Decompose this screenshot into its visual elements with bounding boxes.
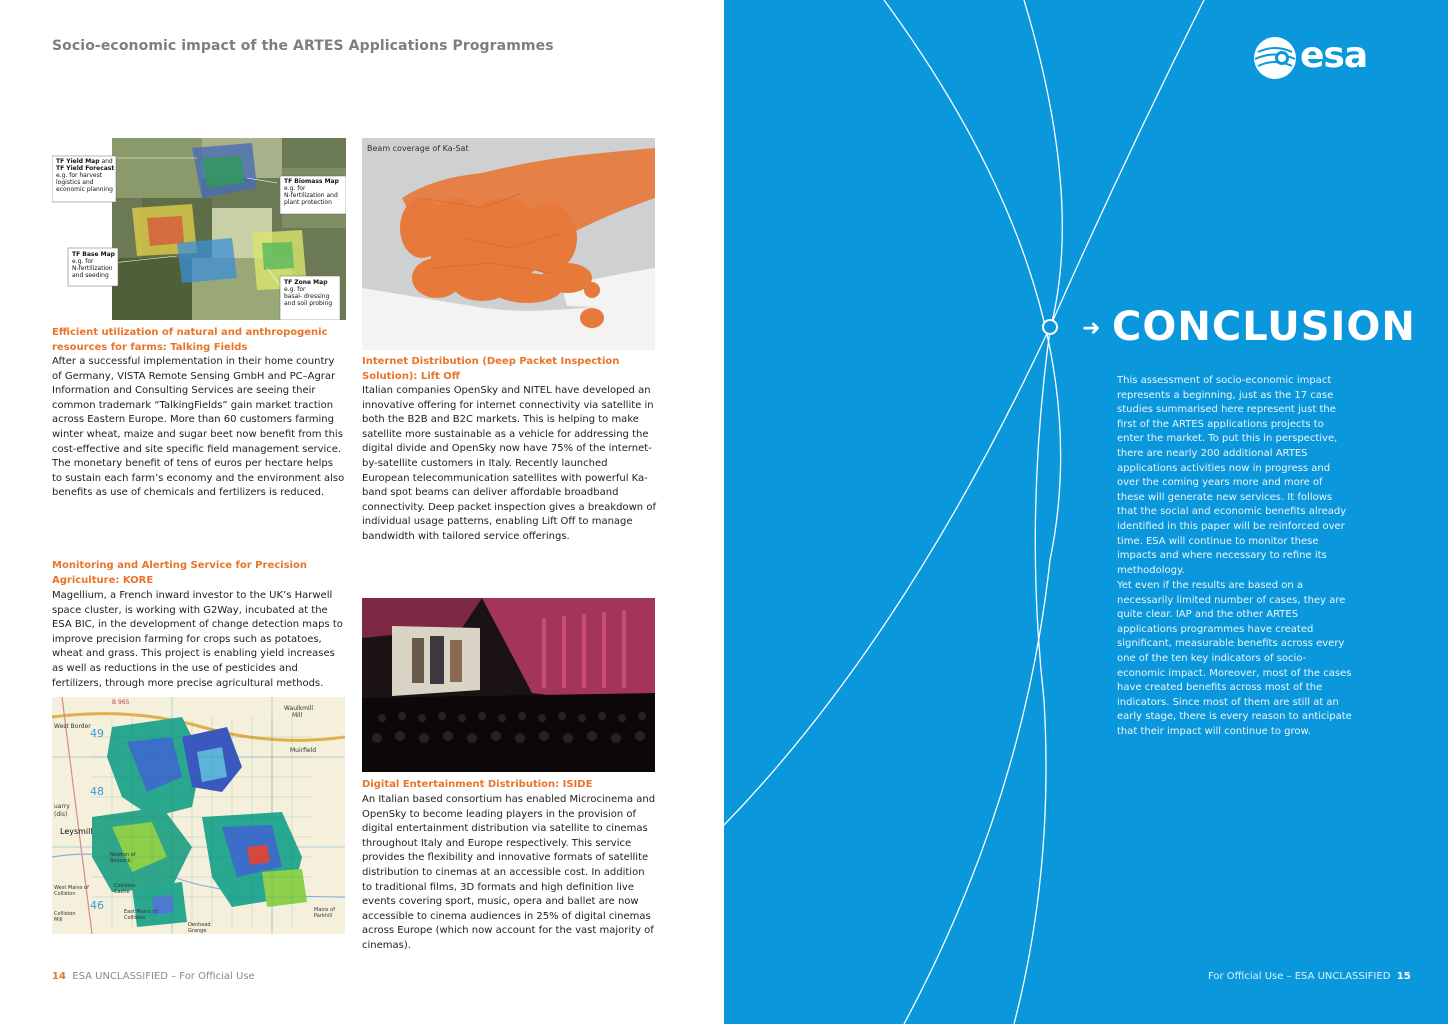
beam-coverage-figure — [362, 138, 655, 350]
section-body-kore: Magellium, a French inward investor to the UK’s Harwell space cluster, is working with G2Way, incubated at the ESA BIC, in the development of change detection maps to improve precision farming for crops such as potatoes, wheat and grass. This project is enabling yield increases as well as reductions in the use of pesticides and fertilizers, through more precise agricultural methods. — [52, 590, 343, 689]
footer-left-text: ESA UNCLASSIFIED – For Official Use — [72, 971, 255, 982]
cinema-photo — [362, 598, 655, 772]
map-label-48: 48 — [90, 785, 104, 798]
map-label-muirfield: Muirfield — [290, 747, 317, 754]
callout-yield-and: and — [101, 158, 113, 165]
conclusion-arrow-icon: ➜ — [1082, 316, 1101, 341]
section-title-lift-off: Internet Distribution (Deep Packet Inspection Solution): Lift Off — [362, 356, 620, 382]
callout-biomass-desc-1: e.g. for — [284, 185, 306, 192]
map-label-west-border: West Border — [54, 723, 91, 730]
page-number-right: 15 — [1396, 971, 1411, 982]
map-label-dis: (dis) — [54, 811, 68, 818]
map-label-b965: B 965 — [112, 699, 130, 706]
running-title: Socio-economic impact of the ARTES Applications Programmes — [52, 38, 554, 54]
precision-agriculture-map — [52, 697, 345, 934]
beam-coverage-map — [362, 138, 655, 350]
map-label-east-mains: East Mains of Colliston — [124, 909, 158, 921]
footer-right-text: For Official Use – ESA UNCLASSIFIED — [1208, 971, 1391, 982]
esa-logo — [1252, 34, 1382, 82]
section-body-lift-off: Italian companies OpenSky and NITEL have developed an innovative offering for internet connectivity via satellite in both the B2B and B2C markets. This is helping to make satellite more sustainable as a vehicle for addressing the digital divide and OpenSky now have 75% of the internet-by-satellite customers in Italy. Recently launched European telecommunication satellites with powerful Ka-band spot beams can deliver affordable broadband connectivity. Deep packet inspection gives a breakdown of individual usage patterns, enabling Lift Off to manage bandwidth with tailored service offerings. — [362, 385, 656, 542]
conclusion-title: CONCLUSION — [1112, 304, 1416, 350]
map-label-49: 49 — [90, 727, 104, 740]
callout-base-desc-2: N-fertilization — [72, 265, 113, 272]
esa-logo-text: esa — [1300, 35, 1368, 76]
map-label-mains-of-parkhill: Mains of Parkhill — [314, 907, 335, 919]
map-label-newton-of-boysack: Newton of Boysack — [110, 852, 136, 864]
section-title-talking-fields: Efficient utilization of natural and anthropogenic resources for farms: Talking Fields — [52, 327, 328, 353]
map-label-colliston-mill: Colliston Mill — [54, 911, 76, 923]
cinema-figure — [362, 598, 655, 772]
callout-yield-title: TF Yield Map — [56, 158, 100, 165]
beam-coverage-label: Beam coverage of Ka-Sat — [367, 144, 469, 153]
section-title-iside: Digital Entertainment Distribution: ISIDE — [362, 779, 593, 790]
map-label-leysmill: Leysmill — [60, 827, 93, 836]
section-body-talking-fields: After a successful implementation in their home country of Germany, VISTA Remote Sensing GmbH and PC–Agrar Information and Consulting Services are seeing their common trademark “TalkingFields” gain market traction across Eastern Europe. More than 60 customers farming winter wheat, maize and sugar beet now benefit from this cost-effective and site specific field management service. The monetary benefit of tens of euros per hectare helps to sustain each farm’s economy and the environment also benefits as use of chemicals and fertilizers is reduced. — [52, 356, 345, 499]
callout-biomass-title: TF Biomass Map — [284, 178, 339, 185]
section-title-kore: Monitoring and Alerting Service for Precision Agriculture: KORE — [52, 560, 307, 586]
callout-biomass-map — [284, 178, 339, 206]
callout-yield-desc-1: e.g. for harvest — [56, 172, 103, 179]
callout-base-map — [72, 251, 115, 279]
page-number-left: 14 — [52, 971, 66, 982]
callout-zone-desc-1: e.g. for — [284, 286, 306, 293]
callout-yield-map — [56, 158, 114, 193]
callout-zone-title: TF Zone Map — [284, 279, 328, 286]
map-label-denhead-grange: Denhead Grange — [188, 922, 211, 934]
map-label-colliston-castle: Colliston Castle — [114, 883, 136, 895]
talking-fields-figure — [52, 138, 346, 320]
callout-yield-desc-3: economic planning — [56, 186, 113, 193]
conclusion-paragraph-2: Yet even if the results are based on a necessarily limited number of cases, they are quite clear. IAP and the other ARTES applications programmes have created significant, measurable benefits across every one of the ten key indicators of socio-economic impact. Moreover, most of the cases have created benefits across most of the indicators. Since most of them are still at an early stage, there is every reason to anticipate that their impact will continue to grow. — [1117, 580, 1352, 737]
callout-zone-desc-2: basal- dressing — [284, 293, 330, 300]
callout-yield-desc-2: logistics and — [56, 179, 94, 186]
footer-left — [52, 971, 255, 982]
callout-base-desc-3: and seeding — [72, 272, 109, 279]
callout-yield-title2: TF Yield Forecast — [56, 165, 115, 172]
map-label-waulkmill: Waulkmill — [284, 705, 314, 712]
callout-base-desc-1: e.g. for — [72, 258, 94, 265]
section-body-iside: An Italian based consortium has enabled Microcinema and OpenSky to become leading players in the provision of digital entertainment distribution via satellite to cinemas throughout Italy and Europe respectively. This service provides the flexibility and innovative formats of satellite distribution to cinemas at an accessible cost. In addition to traditional films, 3D formats and high definition live events covering sport, music, opera and ballet are now accessible to cinema audiences in 25% of digital cinemas across Europe (which now account for the vast majority of cinemas). — [362, 794, 656, 951]
footer-right — [1208, 971, 1411, 982]
callout-biomass-desc-3: plant protection — [284, 199, 332, 206]
map-label-46: 46 — [90, 899, 104, 912]
callout-zone-map — [284, 279, 332, 307]
callout-base-title: TF Base Map — [72, 251, 115, 258]
map-label-west-mains: West Mains of Colliston — [54, 885, 89, 897]
map-label-mill: Mill — [292, 712, 303, 719]
callout-zone-desc-3: and soil probing — [284, 300, 333, 307]
conclusion-paragraph-1: This assessment of socio-economic impact represents a beginning, just as the 17 case studies summarised here represent just the first of the ARTES applications projects to enter the market. To put this in perspective, there are nearly 200 additional ARTES applications activities now in progress and over the coming years more and more of these will generate new services. It follows that the social and economic benefits already identified in this paper will be reinforced over time. ESA will continue to monitor these impacts and where necessary to refine its methodology. — [1117, 375, 1347, 576]
map-label-quarry: uarry — [54, 803, 70, 810]
callout-biomass-desc-2: N-fertilization and — [284, 192, 338, 199]
